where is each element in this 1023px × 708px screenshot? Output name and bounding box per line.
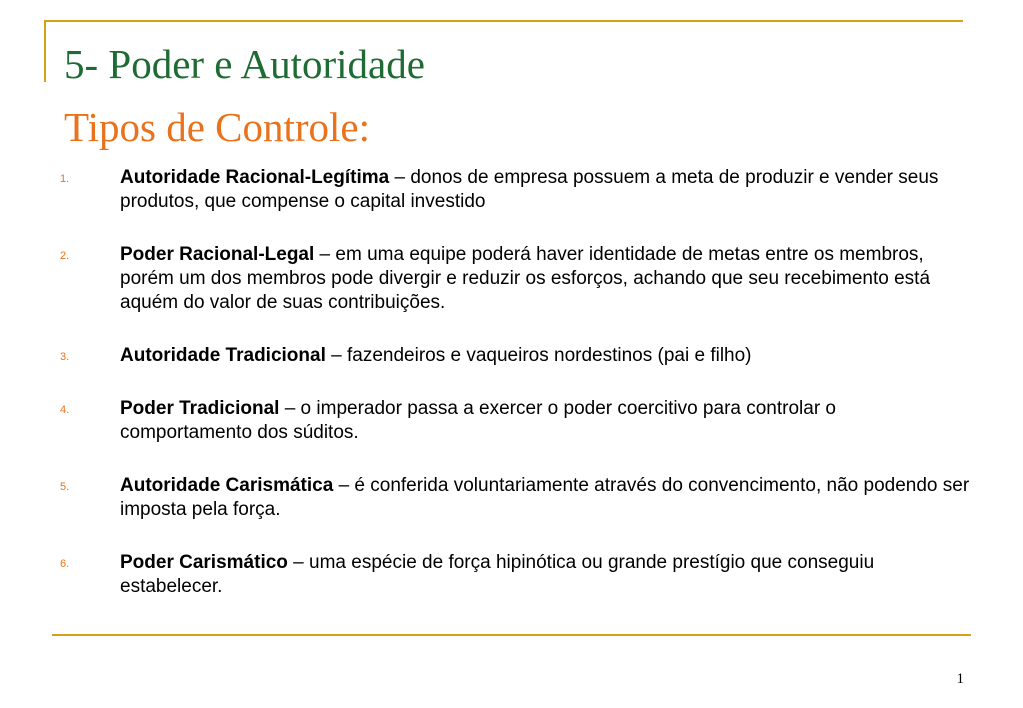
list-item-5 — [0, 474, 1000, 522]
list-item-text — [120, 474, 970, 522]
list-item-description: – é conferida voluntariamente através do convencimento, não podendo ser imposta pela força. — [120, 475, 970, 520]
list-item-description: – em uma equipe poderá haver identidade de metas entre os membros, porém um dos membros pode divergir e reduzir os esforços, achando que seu recebimento está aquém do valor de suas contribuições. — [120, 244, 931, 313]
page-number: 1 — [956, 671, 964, 687]
slide-title: 5- Poder e Autoridade — [64, 41, 425, 87]
list-item-number: 5. — [60, 481, 70, 493]
list-item-1 — [0, 166, 1000, 214]
list-item-text — [120, 344, 970, 368]
list-item-description: – uma espécie de força hipinótica ou grande prestígio que conseguiu estabelecer. — [120, 552, 875, 597]
top-divider — [44, 20, 963, 22]
list-item-description: – fazendeiros e vaqueiros nordestinos (pai e filho) — [325, 345, 752, 366]
list-item-6 — [0, 551, 1000, 599]
list-item-text — [120, 166, 970, 214]
list-item-term: Autoridade Racional-Legítima — [120, 167, 390, 188]
list-item-number: 3. — [60, 351, 70, 363]
list-item-number: 1. — [60, 173, 70, 185]
list-item-term: Autoridade Carismática — [120, 475, 334, 496]
list-item-description: – o imperador passa a exercer o poder coercitivo para controlar o comportamento dos súditos. — [120, 398, 837, 443]
list-item-term: Poder Tradicional — [120, 398, 280, 419]
bottom-divider — [52, 634, 971, 636]
list-item-text — [120, 243, 970, 315]
list-item-term: Poder Carismático — [120, 552, 288, 573]
left-accent-divider — [44, 20, 46, 82]
list-item-4 — [0, 397, 1000, 445]
list-item-2 — [0, 243, 1000, 315]
list-item-number: 6. — [60, 558, 70, 570]
list-item-3 — [0, 344, 1000, 368]
list-item-term: Poder Racional-Legal — [120, 244, 315, 265]
list-item-description: – donos de empresa possuem a meta de produzir e vender seus produtos, que compense o capital investido — [120, 167, 939, 212]
list-item-text — [120, 551, 970, 599]
control-types-list — [0, 166, 1000, 628]
slide-subtitle: Tipos de Controle: — [64, 104, 371, 150]
list-item-text — [120, 397, 970, 445]
list-item-term: Autoridade Tradicional — [120, 345, 326, 366]
list-item-number: 4. — [60, 404, 70, 416]
list-item-number: 2. — [60, 250, 70, 262]
